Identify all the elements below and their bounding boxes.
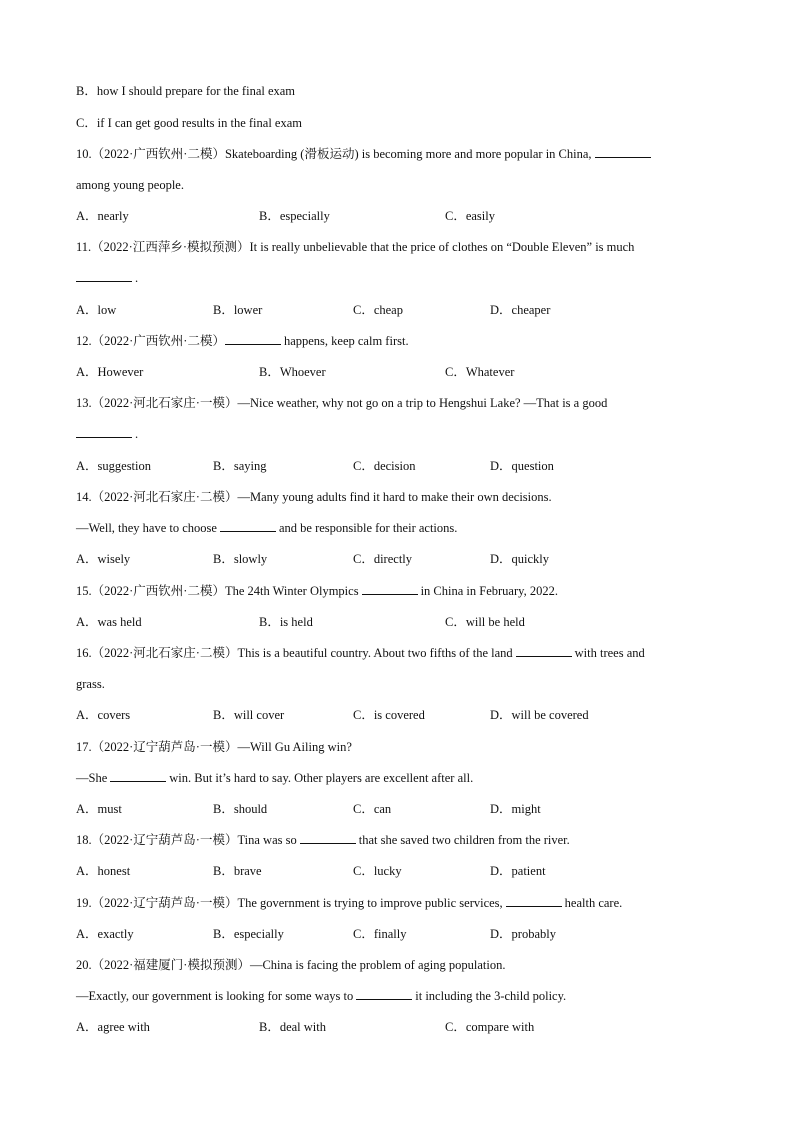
option-c[interactable]: C．easily xyxy=(445,209,495,223)
question-17-options xyxy=(76,800,726,818)
option-b[interactable]: B．is held xyxy=(259,615,313,629)
option-a[interactable]: A．agree with xyxy=(76,1020,150,1034)
option-b[interactable]: B．saying xyxy=(213,459,267,473)
option-a[interactable]: A．honest xyxy=(76,864,131,878)
option-c[interactable]: C．finally xyxy=(353,927,407,941)
option-c[interactable]: C．will be held xyxy=(445,615,525,629)
question-11-options xyxy=(76,301,726,319)
question-16-options xyxy=(76,706,726,724)
option-d[interactable]: D．patient xyxy=(490,864,546,878)
option-c[interactable]: C．decision xyxy=(353,459,416,473)
question-14-options xyxy=(76,550,726,568)
answer-blank xyxy=(225,332,281,345)
question-16-stem xyxy=(76,644,645,662)
option-c[interactable]: C．Whatever xyxy=(445,365,515,379)
question-18-text: 18.（2022·辽宁葫芦岛·一模）Tina was so xyxy=(76,833,297,847)
answer-blank xyxy=(76,425,132,438)
question-17-line2-after: win. But it’s hard to say. Other players are excellent after all. xyxy=(169,771,474,785)
question-10-text: 10.（2022·广西钦州·二模）Skateboarding (滑板运动) is becoming more and more popular in China, xyxy=(76,147,592,161)
question-20-options xyxy=(76,1018,726,1036)
option-a[interactable]: A．must xyxy=(76,802,122,816)
option-a[interactable]: A．suggestion xyxy=(76,459,152,473)
option-c-prev: C．if I can get good results in the final exam xyxy=(76,116,302,130)
question-13-options xyxy=(76,457,726,475)
question-12-options xyxy=(76,363,726,381)
option-b-prev: B．how I should prepare for the final exam xyxy=(76,84,296,98)
question-13-blank-line: . xyxy=(76,425,138,443)
question-15-text: 15.（2022·广西钦州·二模）The 24th Winter Olympics xyxy=(76,584,359,598)
option-a[interactable]: A．exactly xyxy=(76,927,134,941)
question-13-stem: 13.（2022·河北石家庄·一模）—Nice weather, why not go on a trip to Hengshui Lake? —That is a good xyxy=(76,396,608,410)
question-17-line2: —She xyxy=(76,771,108,785)
question-18-stem xyxy=(76,831,570,849)
option-d[interactable]: D．will be covered xyxy=(490,708,589,722)
answer-blank xyxy=(220,519,276,532)
option-d[interactable]: D．probably xyxy=(490,927,556,941)
option-c[interactable]: C．cheap xyxy=(353,303,403,317)
answer-blank xyxy=(356,987,412,1000)
option-d[interactable]: D．quickly xyxy=(490,552,550,566)
question-10-stem-cont: among young people. xyxy=(76,178,184,192)
option-d[interactable]: D．might xyxy=(490,802,541,816)
option-b[interactable]: B．should xyxy=(213,802,268,816)
option-c[interactable]: C．lucky xyxy=(353,864,402,878)
question-16-text-after: with trees and xyxy=(574,646,645,660)
question-16-stem-cont: grass. xyxy=(76,677,105,691)
question-18-options xyxy=(76,862,726,880)
question-19-stem xyxy=(76,894,622,912)
question-16-text: 16.（2022·河北石家庄·二模）This is a beautiful country. About two fifths of the land xyxy=(76,646,513,660)
question-11-blank-line: . xyxy=(76,269,138,287)
question-17-stem: 17.（2022·辽宁葫芦岛·一模）—Will Gu Ailing win? xyxy=(76,740,352,754)
question-19-text-after: health care. xyxy=(564,896,623,910)
option-c[interactable]: C．is covered xyxy=(353,708,425,722)
option-c[interactable]: C．compare with xyxy=(445,1020,535,1034)
answer-blank xyxy=(362,582,418,595)
question-10-stem xyxy=(76,145,654,163)
option-b[interactable]: B．especially xyxy=(259,209,330,223)
question-15-stem xyxy=(76,582,558,600)
question-17-stem-cont xyxy=(76,769,473,787)
option-d[interactable]: D．question xyxy=(490,459,554,473)
question-20-stem-cont xyxy=(76,987,566,1005)
answer-blank xyxy=(595,145,651,158)
question-12-stem xyxy=(76,332,409,350)
option-b[interactable]: B．deal with xyxy=(259,1020,327,1034)
option-b[interactable]: B．slowly xyxy=(213,552,268,566)
question-15-options xyxy=(76,613,726,631)
question-12-text-after: happens, keep calm first. xyxy=(283,334,409,348)
option-c[interactable]: C．can xyxy=(353,802,392,816)
answer-blank xyxy=(300,831,356,844)
question-20-line2-after: it including the 3-child policy. xyxy=(415,989,567,1003)
option-a[interactable]: A．was held xyxy=(76,615,142,629)
option-b[interactable]: B．lower xyxy=(213,303,263,317)
question-10-options xyxy=(76,207,726,225)
option-a[interactable]: A．wisely xyxy=(76,552,131,566)
option-c[interactable]: C．directly xyxy=(353,552,413,566)
question-12-text: 12.（2022·广西钦州·二模） xyxy=(76,334,225,348)
question-20-stem: 20.（2022·福建厦门·模拟预测）—China is facing the problem of aging population. xyxy=(76,958,506,972)
option-b[interactable]: B．especially xyxy=(213,927,284,941)
question-18-text-after: that she saved two children from the river. xyxy=(358,833,570,847)
option-b[interactable]: B．will cover xyxy=(213,708,285,722)
option-a[interactable]: A．nearly xyxy=(76,209,129,223)
answer-blank xyxy=(506,894,562,907)
question-20-line2: —Exactly, our government is looking for some ways to xyxy=(76,989,354,1003)
question-11-stem: 11.（2022·江西萍乡·模拟预测）It is really unbelievable that the price of clothes on “Double Eleven” is much xyxy=(76,240,635,254)
question-14-line2: —Well, they have to choose xyxy=(76,521,217,535)
option-b[interactable]: B．brave xyxy=(213,864,262,878)
answer-blank xyxy=(76,269,132,282)
question-15-text-after: in China in February, 2022. xyxy=(420,584,558,598)
answer-blank xyxy=(110,769,166,782)
question-14-stem: 14.（2022·河北石家庄·二模）—Many young adults find it hard to make their own decisions. xyxy=(76,490,552,504)
option-b[interactable]: B．Whoever xyxy=(259,365,326,379)
question-19-options xyxy=(76,925,726,943)
option-d[interactable]: D．cheaper xyxy=(490,303,551,317)
question-14-stem-cont xyxy=(76,519,457,537)
option-a[interactable]: A．low xyxy=(76,303,117,317)
answer-blank xyxy=(516,644,572,657)
option-a[interactable]: A．covers xyxy=(76,708,131,722)
option-a[interactable]: A．However xyxy=(76,365,144,379)
question-14-line2-after: and be responsible for their actions. xyxy=(278,521,458,535)
question-19-text: 19.（2022·辽宁葫芦岛·一模）The government is trying to improve public services, xyxy=(76,896,503,910)
